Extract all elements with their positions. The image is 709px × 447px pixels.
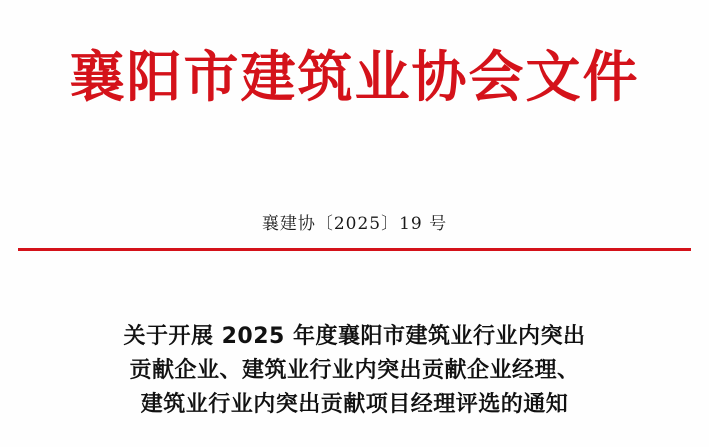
document-title: 襄阳市建筑业协会文件 (69, 44, 640, 109)
subject-line: 建筑业行业内突出贡献项目经理评选的通知 (140, 392, 569, 417)
red-divider-rule (18, 248, 691, 251)
subject-line: 贡献企业、建筑业行业内突出贡献企业经理、 (129, 358, 580, 383)
subject-line: 关于开展 2025 年度襄阳市建筑业行业内突出 (123, 324, 586, 349)
document-subject (62, 320, 647, 422)
document-number: 襄建协〔2025〕19 号 (261, 214, 448, 234)
